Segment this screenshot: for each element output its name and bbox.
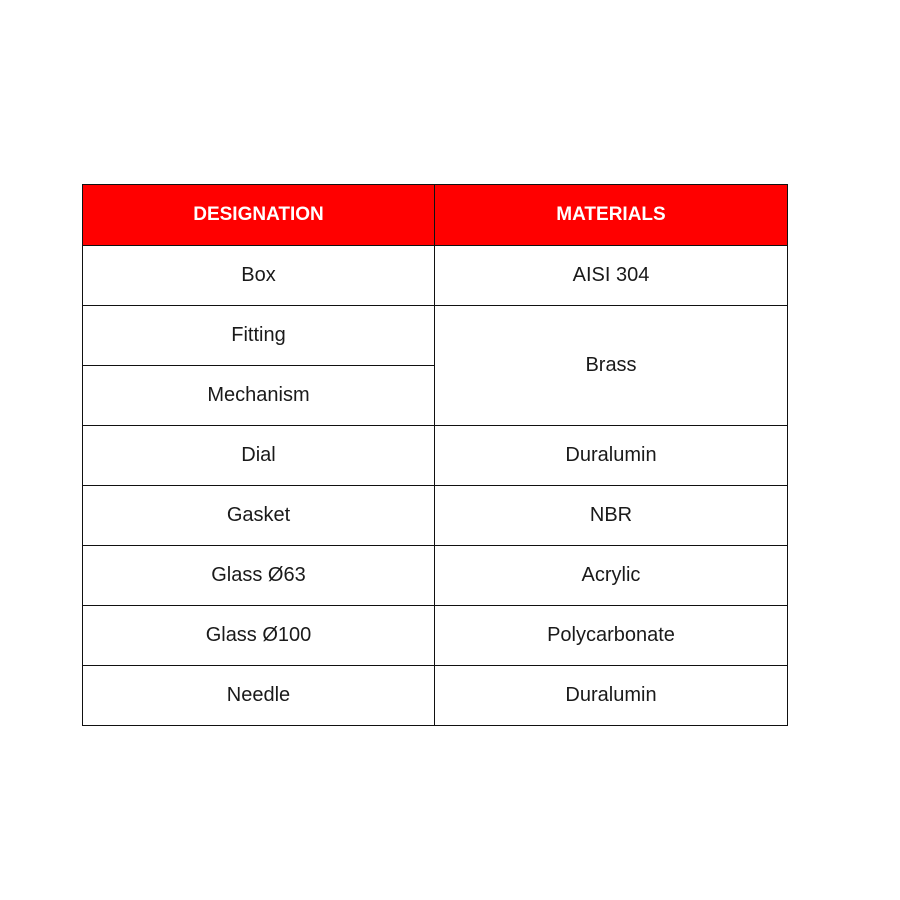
- table-row: [83, 606, 788, 666]
- materials-table: [82, 184, 788, 726]
- table-header-row: [83, 185, 788, 246]
- material-cell: Duralumin: [435, 666, 788, 726]
- table-row: [83, 546, 788, 606]
- designation-cell: Fitting: [83, 306, 435, 366]
- header-materials: MATERIALS: [435, 185, 788, 246]
- designation-cell: Mechanism: [83, 366, 435, 426]
- material-cell: AISI 304: [435, 246, 788, 306]
- table-row: [83, 666, 788, 726]
- material-cell: Duralumin: [435, 426, 788, 486]
- designation-cell: Gasket: [83, 486, 435, 546]
- designation-cell: Box: [83, 246, 435, 306]
- material-cell: Polycarbonate: [435, 606, 788, 666]
- header-designation: DESIGNATION: [83, 185, 435, 246]
- designation-cell: Needle: [83, 666, 435, 726]
- designation-cell: Glass Ø63: [83, 546, 435, 606]
- material-cell: Brass: [435, 306, 788, 426]
- material-cell: NBR: [435, 486, 788, 546]
- designation-cell: Dial: [83, 426, 435, 486]
- table-row: [83, 426, 788, 486]
- table-row: [83, 486, 788, 546]
- designation-cell: Glass Ø100: [83, 606, 435, 666]
- material-cell: Acrylic: [435, 546, 788, 606]
- table-row: [83, 306, 788, 366]
- table-row: [83, 246, 788, 306]
